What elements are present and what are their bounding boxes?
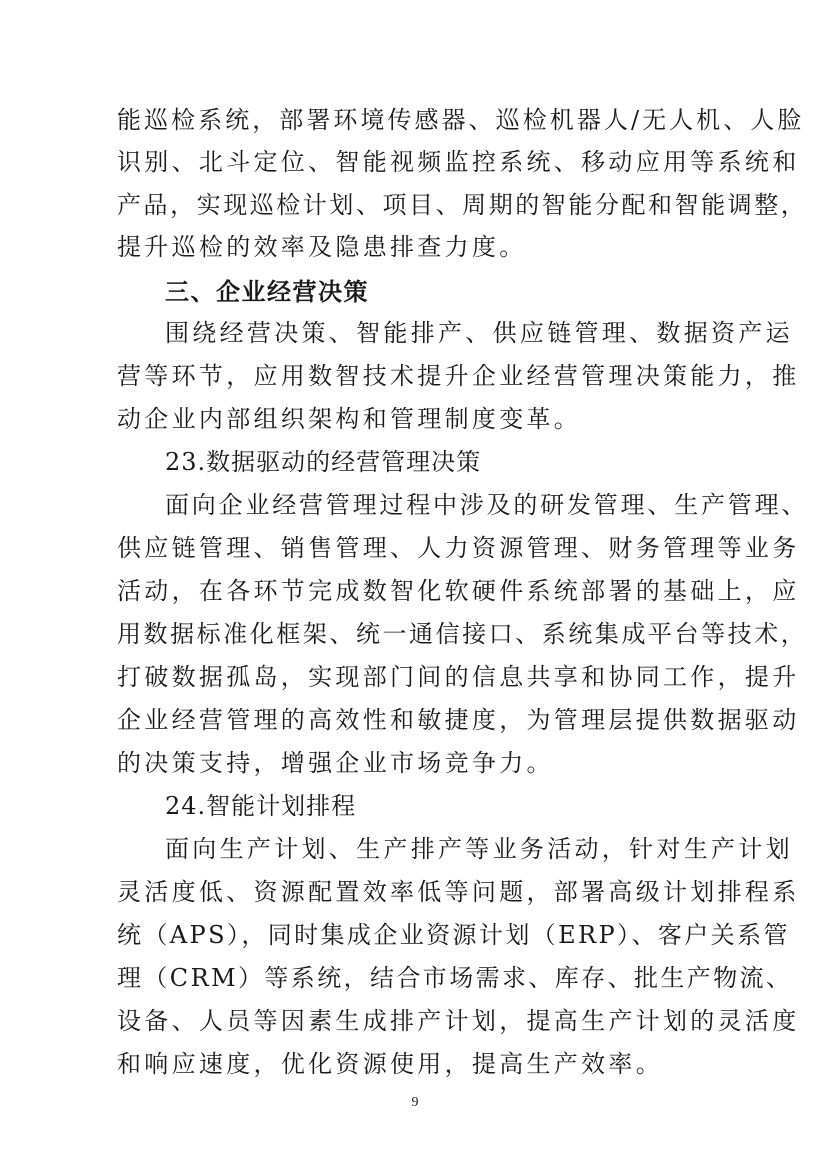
page-number: 9 — [411, 1095, 419, 1110]
body-text-line: 供应链管理、销售管理、人力资源管理、财务管理等业务 — [117, 534, 800, 562]
body-text-line: 的决策支持，增强企业市场竞争力。 — [117, 749, 554, 777]
body-text-line: 营等环节，应用数智技术提升企业经营管理决策能力，推 — [117, 362, 800, 390]
body-text-line: 围绕经营决策、智能排产、供应链管理、数据资产运 — [165, 319, 793, 347]
body-text-line: 企业经营管理的高效性和敏捷度，为管理层提供数据驱动 — [117, 706, 800, 734]
body-text-line: 设备、人员等因素生成排产计划，提高生产计划的灵活度 — [117, 1007, 800, 1035]
body-text-line: 打破数据孤岛，实现部门间的信息共享和协同工作，提升 — [117, 663, 800, 691]
body-text-line: 用数据标准化框架、统一通信接口、系统集成平台等技术， — [117, 620, 808, 648]
subsection-heading: 23.数据驱动的经营管理决策 — [165, 448, 482, 476]
body-text-line: 面向生产计划、生产排产等业务活动，针对生产计划 — [165, 835, 793, 863]
body-text-line: 能巡检系统，部署环境传感器、巡检机器人/无人机、人脸 — [117, 106, 805, 134]
body-text-line: 活动，在各环节完成数智化软硬件系统部署的基础上，应 — [117, 577, 800, 605]
body-text-line: 产品，实现巡检计划、项目、周期的智能分配和智能调整， — [117, 191, 808, 219]
section-heading: 三、企业经营决策 — [165, 278, 369, 306]
body-text-line: 统（APS），同时集成企业资源计划（ERP）、客户关系管 — [117, 921, 790, 949]
body-text-line: 提升巡检的效率及隐患排查力度。 — [117, 233, 527, 261]
body-text-line: 动企业内部组织架构和管理制度变革。 — [117, 405, 582, 433]
body-text-line: 理（CRM）等系统，结合市场需求、库存、批生产物流、 — [117, 964, 793, 992]
body-text-line: 和响应速度，优化资源使用，提高生产效率。 — [117, 1050, 663, 1078]
body-text-line: 面向企业经营管理过程中涉及的研发管理、生产管理、 — [165, 491, 809, 519]
subsection-heading: 24.智能计划排程 — [165, 792, 357, 820]
body-text-line: 识别、北斗定位、智能视频监控系统、移动应用等系统和 — [117, 148, 800, 176]
body-text-line: 灵活度低、资源配置效率低等问题，部署高级计划排程系 — [117, 878, 800, 906]
